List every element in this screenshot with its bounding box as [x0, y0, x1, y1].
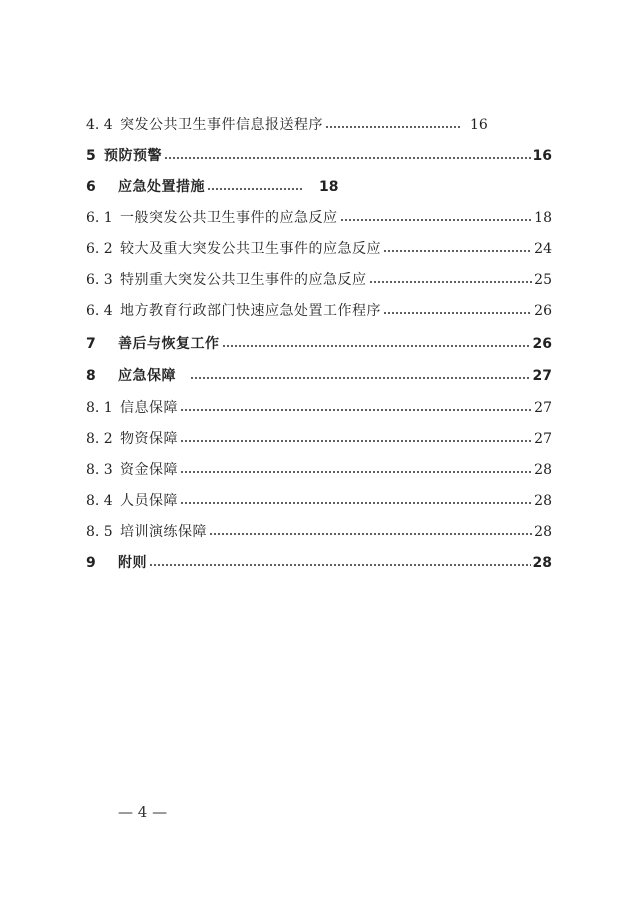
- toc-leader-dots: [383, 248, 532, 254]
- toc-number: 7: [86, 336, 96, 352]
- toc-page-number: 27: [532, 368, 552, 384]
- toc-leader-dots: [180, 469, 532, 475]
- toc-page-number: 27: [534, 400, 552, 416]
- toc-title: 附则: [118, 555, 147, 571]
- toc-page-number: 18: [319, 179, 339, 195]
- toc-entry-6-4[interactable]: [86, 296, 552, 320]
- toc-page-number: 28: [532, 555, 552, 571]
- toc-entry-5[interactable]: [86, 141, 552, 165]
- toc-page-number: 16: [470, 117, 488, 133]
- toc-leader-dots: [164, 155, 531, 161]
- toc-leader-dots: [207, 186, 303, 192]
- toc-page-number: 28: [534, 524, 552, 540]
- toc-number: 6: [86, 179, 96, 195]
- toc-leader-dots: [180, 407, 532, 413]
- toc-title: 资金保障: [120, 462, 178, 478]
- toc-number: 8. 4: [86, 493, 113, 509]
- toc-number: 6. 1: [86, 210, 113, 226]
- toc-title: 预防预警: [104, 148, 162, 164]
- toc-entry-6-1[interactable]: [86, 203, 552, 227]
- toc-number: 6. 4: [86, 303, 113, 319]
- toc-entry-6-2[interactable]: [86, 234, 552, 258]
- toc-page-number: 25: [534, 272, 552, 288]
- toc-title: 善后与恢复工作: [118, 336, 220, 352]
- toc-leader-dots: [190, 375, 531, 381]
- toc-title: 培训演练保障: [120, 524, 207, 540]
- toc-leader-dots: [325, 124, 460, 130]
- toc-entry-8-4[interactable]: [86, 486, 552, 510]
- toc-number: 4. 4: [86, 117, 113, 133]
- toc-entry-6[interactable]: [86, 172, 552, 196]
- toc-leader-dots: [180, 500, 532, 506]
- toc-entry-6-3[interactable]: [86, 265, 552, 289]
- toc-number: 6. 2: [86, 241, 113, 257]
- toc-page-number: 24: [534, 241, 552, 257]
- toc-page-number: 26: [534, 303, 552, 319]
- toc-number: 5: [86, 148, 96, 164]
- toc-number: 9: [86, 555, 96, 571]
- toc-entry-8[interactable]: [86, 361, 552, 385]
- toc-entry-8-2[interactable]: [86, 424, 552, 448]
- toc-number: 8. 2: [86, 431, 113, 447]
- toc-title: 物资保障: [120, 431, 178, 447]
- toc-entry-4-4[interactable]: [86, 110, 552, 134]
- toc-entry-7[interactable]: [86, 329, 552, 353]
- toc-title: 人员保障: [120, 493, 178, 509]
- toc-title: 应急处置措施: [118, 179, 205, 195]
- toc-title: 地方教育行政部门快速应急处置工作程序: [120, 303, 381, 319]
- toc-leader-dots: [369, 279, 533, 285]
- toc-entry-8-1[interactable]: [86, 393, 552, 417]
- toc-leader-dots: [149, 562, 531, 568]
- toc-title: 一般突发公共卫生事件的应急反应: [120, 210, 338, 226]
- toc-page-number: 27: [534, 431, 552, 447]
- toc-number: 6. 3: [86, 272, 113, 288]
- toc-title: 信息保障: [120, 400, 178, 416]
- page-footer-number: — 4 —: [118, 803, 168, 821]
- toc-entry-9[interactable]: [86, 548, 552, 572]
- toc-number: 8. 5: [86, 524, 113, 540]
- toc-page-number: 28: [534, 462, 552, 478]
- toc-entry-8-5[interactable]: [86, 517, 552, 541]
- toc-leader-dots: [383, 310, 532, 316]
- toc-page-number: 26: [532, 336, 552, 352]
- toc-number: 8: [86, 368, 96, 384]
- toc-page-number: 16: [532, 148, 552, 164]
- toc-title: 特别重大突发公共卫生事件的应急反应: [120, 272, 367, 288]
- toc-number: 8. 3: [86, 462, 113, 478]
- toc-page-number: 28: [534, 493, 552, 509]
- toc-title: 应急保障: [118, 368, 176, 384]
- toc-leader-dots: [340, 217, 533, 223]
- toc-leader-dots: [209, 531, 532, 537]
- toc-leader-dots: [222, 343, 531, 349]
- toc-page-number: 18: [534, 210, 552, 226]
- toc-title: 较大及重大突发公共卫生事件的应急反应: [120, 241, 381, 257]
- toc-title: 突发公共卫生事件信息报送程序: [120, 117, 323, 133]
- toc-leader-dots: [180, 438, 532, 444]
- toc-entry-8-3[interactable]: [86, 455, 552, 479]
- toc-number: 8. 1: [86, 400, 113, 416]
